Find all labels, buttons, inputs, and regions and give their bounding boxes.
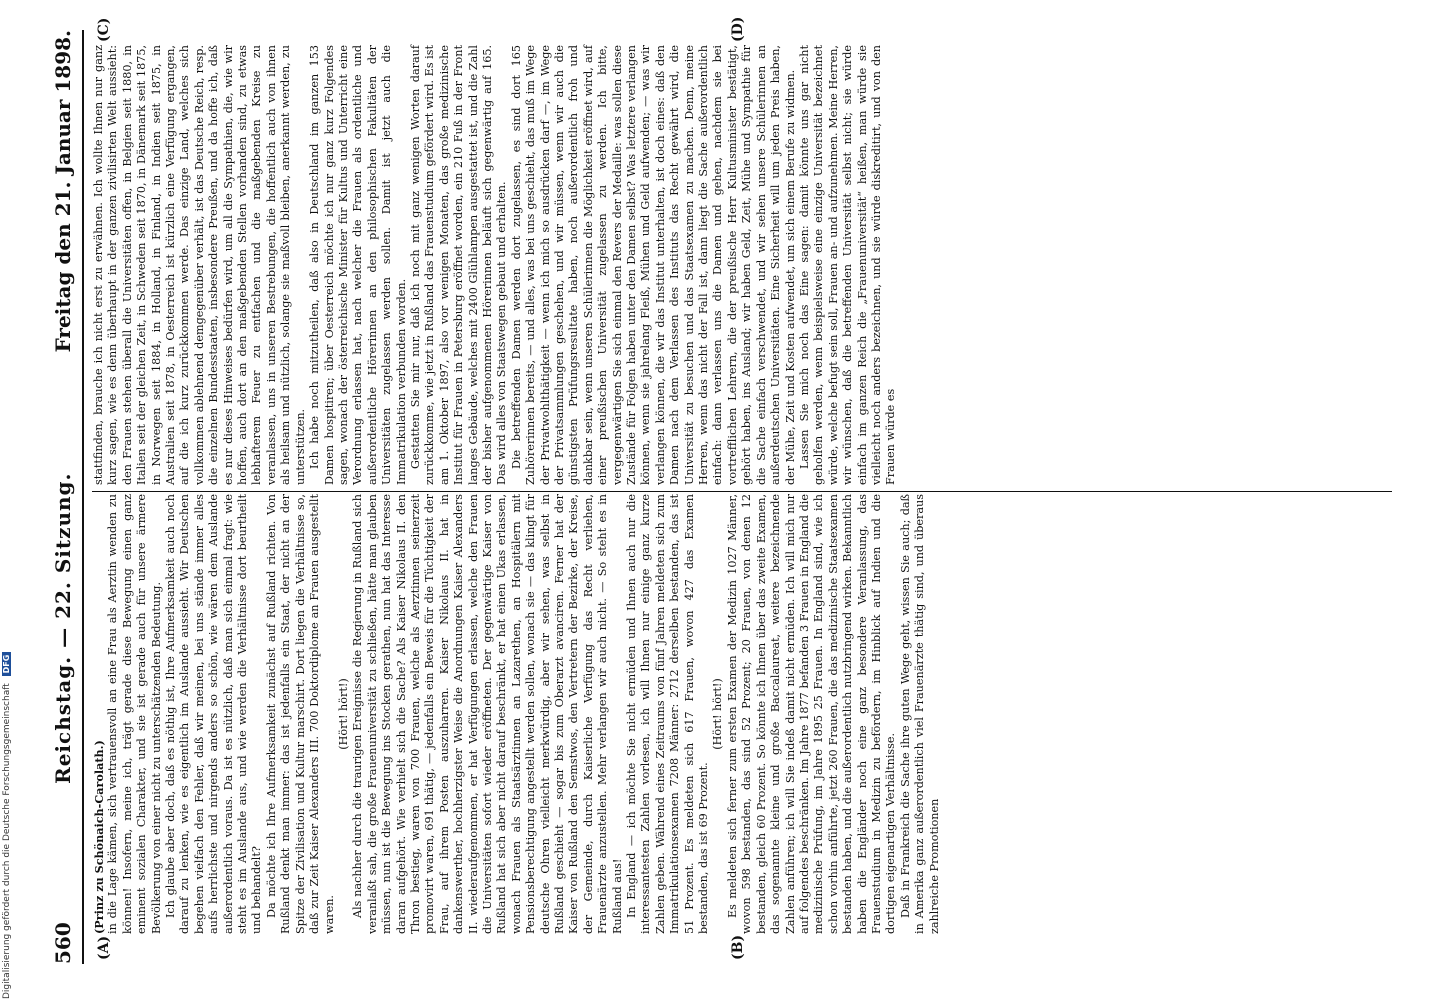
page-number: 560 [51,922,75,964]
left-paragraph: Als nachher durch die traurigen Ereignisse die Regierung in Rußland sich veranlaßt sah, die große Frauenuniversität zu schließen, hätte man glauben müssen, nun ist die Bewegung ins Stocken gerathen, nun hat das Interesse daran aufgehört. Wie verhielt sich die Sache? Als Kaiser Nikolaus II. den Thron bestieg, waren von 700 Frauen, welche als Aerztinnen seinerzeit promovirt waren, 691 thätig, — jedenfalls ein Beweis für die Tüchtigkeit der Frau, auf ihrem Posten auszuharren. Kaiser Nikolaus II. hat in dankenswerther, hochherzigster Weise die Anordnungen Kaiser Alexanders II. wiederaufgenommen, er hat Verfügungen erlassen, welche den Frauen die Universitäten sofort wieder eröffneten. Der gegenwärtige Kaiser von Rußland hat sich aber nicht darauf beschränkt, er hat einen Ukas erlassen, wonach Frauen als Staatsärztinnen an Lazarethen, an Hospitälern mit Pensionsberechtigung angestellt werden sollen, wonach sie — das klingt für deutsche Ohren vielleicht merkwürdig, aber wir sehen, was selbst in Rußland geschieht — sogar bis zum Oberarzt avanciren. Ferner hat der Kaiser von Rußland den Semstwos, den Vertretern der Bezirke, der Kreise, der Gemeinde, durch Kaiserliche Verfügung das Recht verliehen, Frauenärzte anzustellen. Mehr verlangen wir auch nicht. — So steht es in Rußland aus! [351,494,624,934]
running-title: Reichstag. — 22. Sitzung. [51,472,75,784]
digitization-credit [2,652,12,999]
left-paragraph: Da möchte ich Ihre Aufmerksamkeit zunächst auf Rußland richten. Von Rußland denkt man immer: das ist jedenfalls ein Staat, der nicht an der Spitze der Zivilisation und Kultur marschirt. Dort liegen die Verhältnisse so, daß zur Zeit Kaiser Alexanders III. 700 Doktordiplome an Frauen ausgestellt waren. [264,494,336,934]
right-paragraph: Die betreffenden Damen werden dort zugelassen, es sind dort 165 Zuhörerinnen bereits, — und alles, was bei uns geschieht, das muß im Wege der Privatwohlthätigkeit — wenn ich mich so ausdrücken darf —, im Wege der Privatsammlungen geschehen, und wir müssen, wenn wir auch die günstigsten Prüfungsresultate haben, noch außerordentlich froh und dankbar sein, wenn unseren Schülerinnen die Möglichkeit eröffnet wird, auf einer preußischen Universität zugelassen zu werden. Ich bitte, vergegenwärtigen Sie sich einmal den Revers der Medaille: was sollen diese Zustände für Folgen haben unter den Damen selbst? Was letztere verlangen können, wenn sie jahrelang Fleiß, Mühen und Geld aufwenden; — was wir verlangen können, die wir das Institut unterhalten, ist doch eines: daß den Damen nach dem Verlassen des Instituts das Recht gewährt wird, die Universität zu besuchen und das Staatsexamen zu machen. Denn, meine Herren, wenn das nicht der Fall ist, dann liegt die Sache außerordentlich einfach: dann verlassen uns die Damen und gehen, nachdem sie bei vortrefflichen Lehrern, die der preußische Herr Kultusminister bestätigt, gehört haben, ins Ausland; wir haben Geld, Zeit, Mühe und Sympathie für die Sache einfach verschwendet, und wir sehen unsere Schülerinnen an außerdeutschen Universitäten. Eine Sicherheit will um jeden Preis haben, der Mühe, Zeit und Kosten aufwendet, um sich einem Berufe zu widmen. [509,45,797,485]
page-header [46,30,80,964]
margin-mark-c: (C) [96,17,112,42]
session-date: Freitag den 21. Januar 1898. [51,30,75,353]
left-column [92,494,942,934]
credit-text: Digitalisierung gefördert durch die Deutsche Forschungsgemeinschaft [2,683,12,999]
left-paragraph: Ich glaube aber doch, daß es nöthig ist, Ihre Aufmerksamkeit auch noch darauf zu lenken, wie es eigentlich im Auslande aussieht. Wir Deutschen begehen vielfach den Fehler, daß wir meinen, bei uns stände immer alles aufs herrlichste und nirgends anders so schön, wie wären dem Auslande außerordentlich voraus. Da ist es nützlich, daß man sich einmal fragt: wie steht es im Auslande aus, und wie werden die Verhältnisse dort beurtheilt und behandelt? [164,494,264,934]
dfg-logo: DFG [2,652,11,677]
margin-mark-a: (A) [96,935,112,960]
speaker-name: (Prinz zu Schönaich-Carolath.) [92,740,106,934]
right-paragraph: Lassen Sie mich noch das Eine sagen: damit könnte uns gar nicht geholfen werden, wenn beispielsweise eine einzige Universität bezeichnet würde, welche befugt sein soll, Frauen an- und aufzunehmen. Meine Herren, wir wünschen, daß die betreffenden Universität selbst nicht; sie würde einfach im ganzen Reich die „Frauenuniversität“ heißen, man würde sie vielleicht noch anders bezeichnen, und sie würde diskreditirt, und von den Frauen würde es [797,45,898,485]
margin-mark-b: (B) [730,934,746,960]
interjection: (Hört! hört!) [711,678,725,750]
interjection: (Hört! hört!) [336,678,350,750]
left-paragraph: Daß in Frankreich die Sache ihre guten Wege geht, wissen Sie auch; daß in Amerika ganz außerordentlich viel Frauenärzte thätig sind, und überaus zahlreiche Promotionen [898,494,941,934]
right-paragraph: stattfinden, brauche ich nicht erst zu erwähnen. Ich wollte Ihnen nur ganz kurz sagen, wie es denn überhaupt in der ganzen zivilisirten Welt aussieht: den Frauen stehen überall die Universitäten offen, in Belgien seit 1880, in Italien seit der gleichen Zeit, in Schweden seit 1870, in Dänemark seit 1875, in Norwegen seit 1884, in Holland, in Finland, in Indien seit 1875, in Australien seit 1878, in Oesterreich ist kürzlich eine Verfügung ergangen, auf die ich kurz zurückkommen werde. Das einzige Land, welches sich vollkommen ablehnend demgegenüber verhält, ist das Deutsche Reich, resp. die einzelnen Bundesstaaten, insbesondere Preußen, und da hoffe ich, daß es nur dieses Hinweises bedürfen wird, um all die Sympathien, die, wie wir hoffen, auch dort an den maßgebenden Stellen vorhanden sind, zu etwas lebhafterem Feuer zu entfachen und die maßgebenden Kreise zu veranlassen, uns in unseren Bestrebungen, die hoffentlich auch von ihnen als heilsam und nützlich, solange sie maßvoll bleiben, anerkannt werden, zu unterstützen. [92,45,307,485]
right-paragraph: Ich habe noch mitzutheilen, daß also in Deutschland im ganzen 153 Damen hospitiren; über Oesterreich möchte ich nur ganz kurz Folgendes sagen, wonach der österreichische Minister für Kultus und Unterricht eine Verordnung erlassen hat, nach welcher die Frauen als ordentliche und außerordentliche Hörerinnen an den philosophischen Fakultäten der Universitäten zugelassen werden sollen. Damit ist jetzt auch die Immatrikulation verbunden worden. [308,45,408,485]
margin-mark-d: (D) [730,16,746,42]
left-paragraph: Es meldeten sich ferner zum ersten Examen der Medizin 1027 Männer, wovon 598 bestanden, das sind 52 Prozent; 20 Frauen, von denen 12 bestanden, gleich 60 Prozent. So könnte ich Ihnen über das zweite Examen, das sogenannte kleine und große Baccalaureat, weitere bezeichnende Zahlen anführen; ich will Sie indeß damit nicht ermüden. Ich will mich nur auf folgendes beschränken. Im Jahre 1877 befanden 3 Frauen in England die medizinische Prüfung, im Jahre 1895 25 Frauen. In England sind, wie ich schon vorhin anführte, jetzt 260 Frauen, die das medizinische Staatsexamen bestanden haben, und die außerordentlich nutzbringend wirken. Bekanntlich haben die Engländer noch eine ganz besondere Veranlassung, das Frauenstudium in Medizin zu befördern, im Hinblick auf Indien und die dortigen eigenartigen Verhältnisse. [725,494,898,934]
right-paragraph: Gestatten Sie mir nur, daß ich noch mit ganz wenigen Worten darauf zurückkomme, wie jetzt in Rußland das Frauenstudium gefördert wird. Es ist am 1. Oktober 1897, also vor wenigen Monaten, das große medizinische Institut für Frauen in Petersburg eröffnet worden, ein 210 Fuß in der Front langes Gebäude, welches mit 2400 Glühlampen ausgestattet ist, und die Zahl der bisher aufgenommenen Hörerinnen beläuft sich gegenwärtig auf 165. Das wird alles von Staatswegen gebaut und erhalten. [408,45,509,485]
right-column [92,45,899,485]
left-paragraph: in die Lage kämen, sich vertrauensvoll an eine Frau als Aerztin wenden zu können! Insofern, meine ich, trägt gerade diese Bewegung einen ganz eminent sozialen Charakter, und sie ist gerade auch für unsere ärmere Bevölkerung von einer nicht zu unterschätzenden Bedeutung. [106,494,163,934]
header-rule [82,30,84,964]
left-paragraph: In England — ich möchte Sie nicht ermüden und Ihnen auch nur die interessantesten Zahlen vorlesen, ich will Ihnen nur einige ganz kurze Zahlen geben. Während eines Zeitraums von fünf Jahren meldeten sich zum Immatrikulationsexamen 7208 Männer: 2712 derselben bestanden, das ist 51 Prozent. Es meldeten sich 617 Frauen, wovon 427 das Examen bestanden, das ist 69 Prozent. [625,494,711,934]
column-divider [92,491,1392,492]
